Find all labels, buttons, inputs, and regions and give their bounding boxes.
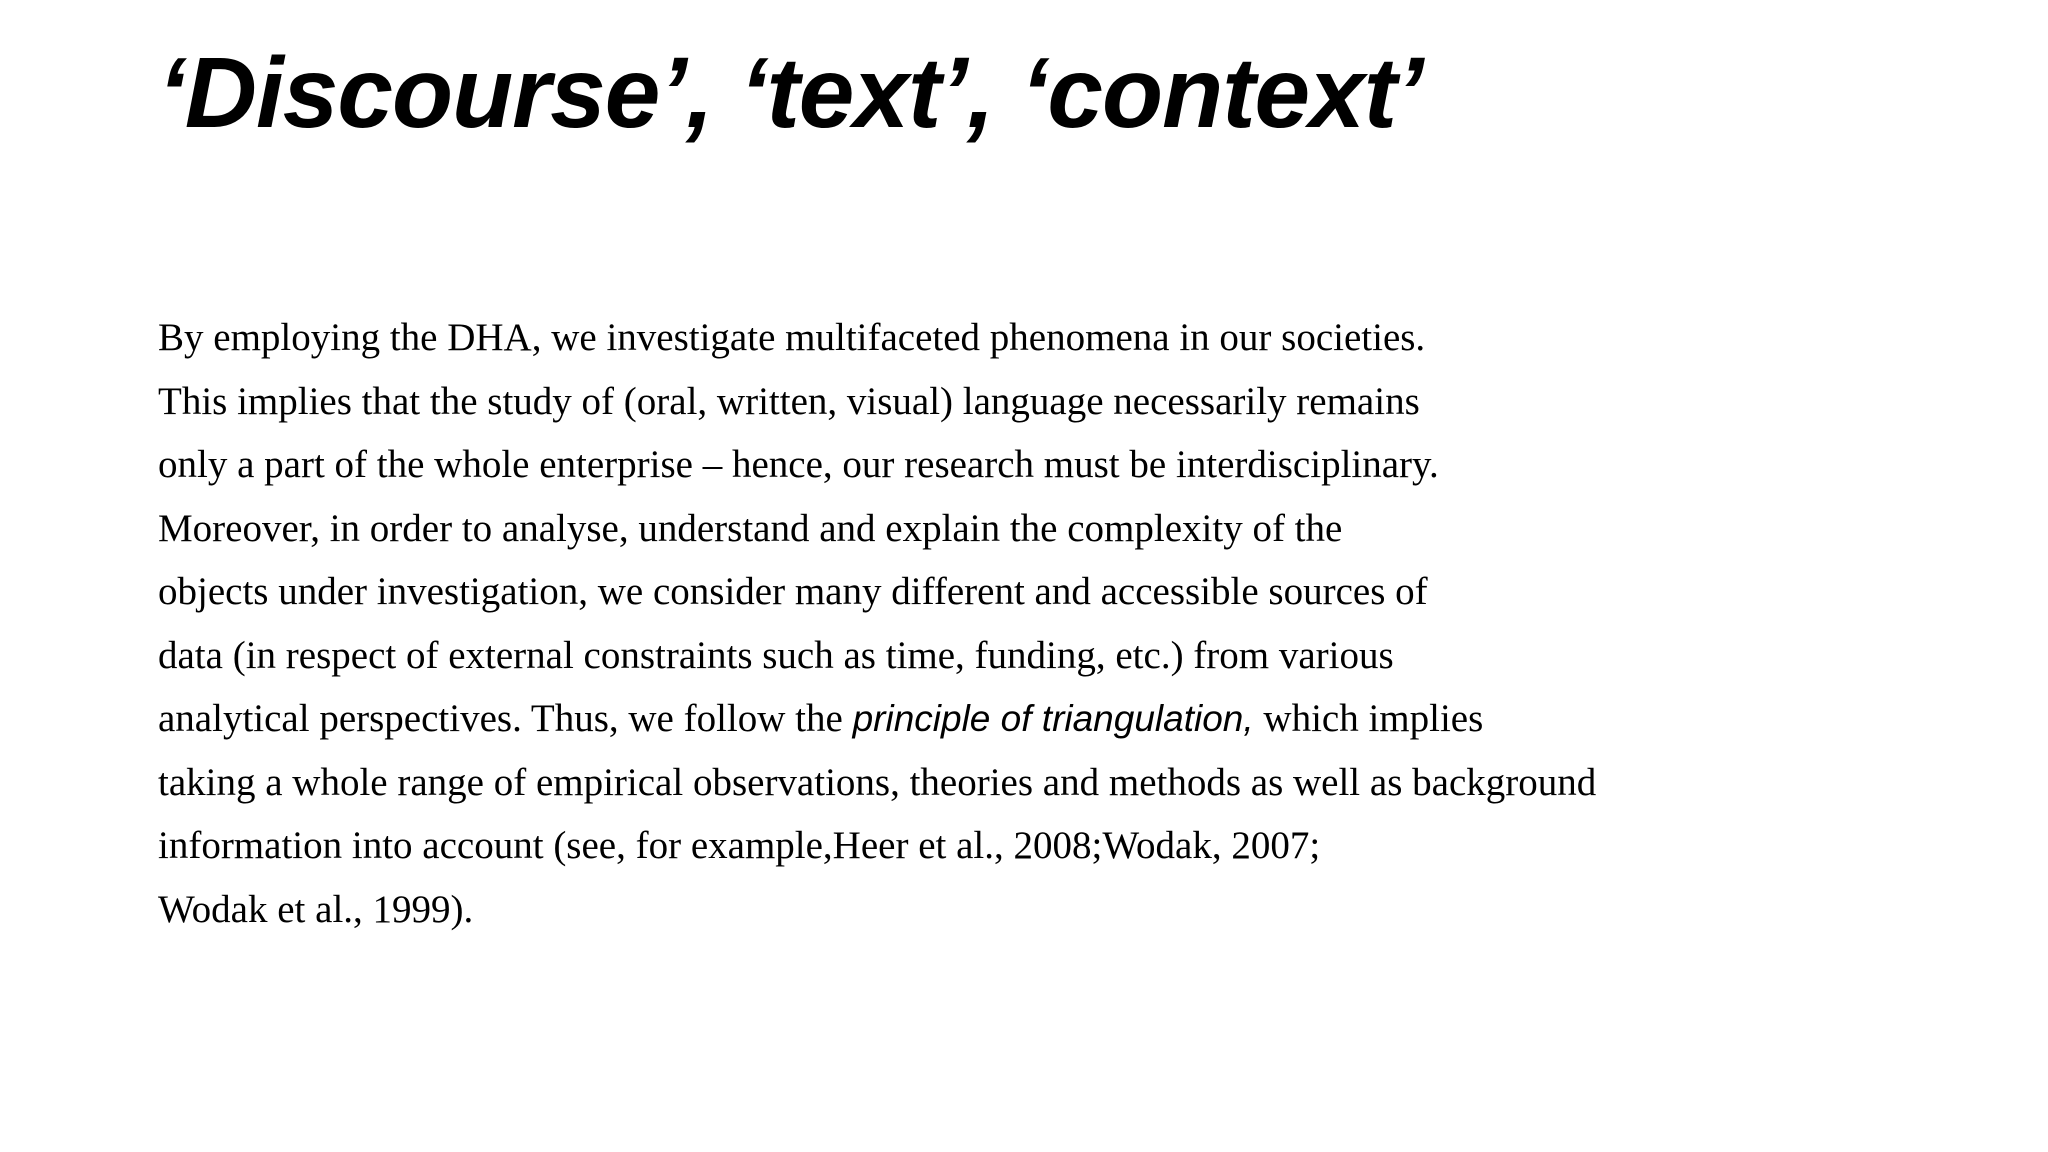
emphasized-term: principle of triangulation,	[852, 698, 1254, 739]
slide-title: ‘Discourse’, ‘text’, ‘context’	[158, 37, 1423, 149]
body-line-5: objects under investigation, we consider many different and accessible sources of	[158, 570, 1428, 613]
body-line-7-start: analytical perspectives. Thus, we follow the	[158, 697, 853, 740]
body-line-4: Moreover, in order to analyse, understand and explain the complexity of the	[158, 506, 1343, 550]
body-paragraph	[158, 306, 2018, 941]
body-line-3: only a part of the whole enterprise – hence, our research must be interdisciplinary.	[158, 443, 1439, 486]
body-line-10: Wodak et al., 1999).	[158, 887, 474, 931]
body-line-8: taking a whole range of empirical observations, theories and methods as well as background	[158, 760, 1597, 804]
body-line-7	[158, 687, 2018, 751]
body-line-1: By employing the DHA, we investigate multifaceted phenomena in our societies.	[158, 316, 1426, 359]
body-line-2: This implies that the study of (oral, written, visual) language necessarily remains	[158, 379, 1420, 423]
body-line-9: information into account (see, for example,Heer et al., 2008;Wodak, 2007;	[158, 824, 1321, 867]
body-line-6: data (in respect of external constraints such as time, funding, etc.) from various	[158, 633, 1394, 677]
body-line-7-end: which implies	[1253, 697, 1484, 740]
